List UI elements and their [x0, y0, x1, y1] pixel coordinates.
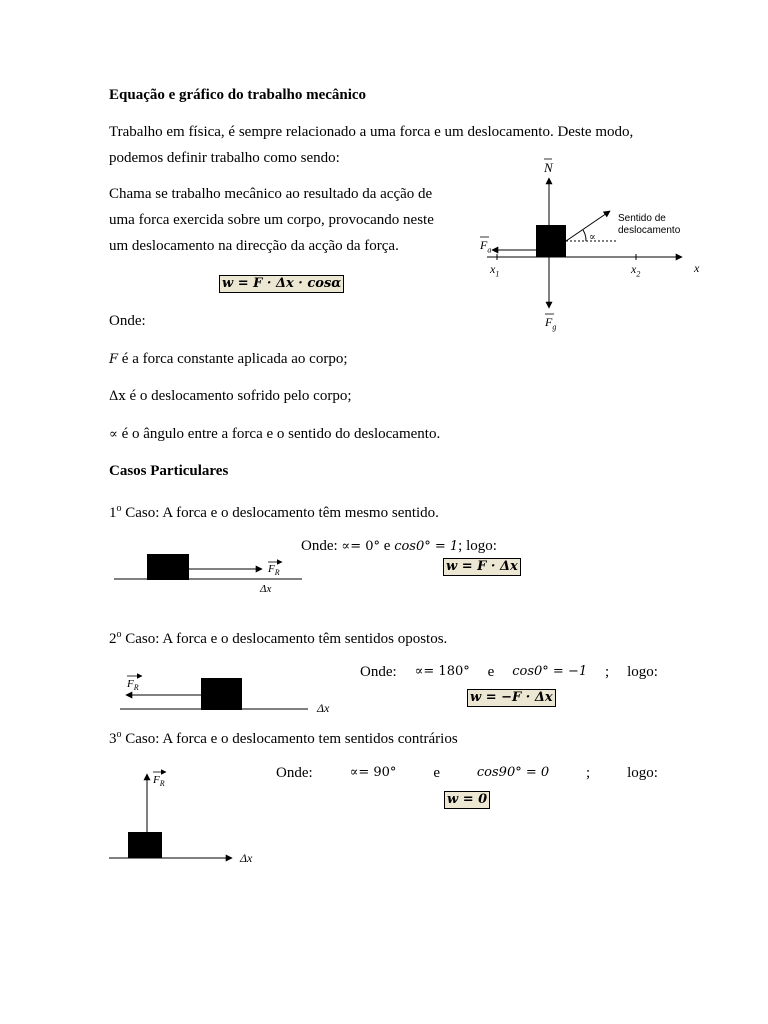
label-fg-main: F [545, 315, 553, 329]
label-x1-sub: 1 [495, 269, 500, 279]
label-x-axis: x [694, 261, 700, 275]
case-2-cond-1: ∝= 180° [414, 664, 470, 679]
def-displacement-text: é o deslocamento sofrido pelo corpo; [125, 388, 352, 404]
case-1-sup: o [116, 503, 122, 514]
case-3-dx-label: Δx [240, 851, 253, 865]
case-3-semicolon: ; [586, 765, 591, 781]
case-2-fr-sub: R [133, 683, 139, 693]
case-1-dx-label: Δx [260, 583, 272, 595]
definition-line-2: uma forca exercida sobre um corpo, provocando neste [109, 212, 434, 228]
case-2-semicolon: ; [605, 664, 610, 680]
case-2-number: 2 [109, 631, 117, 647]
case-1-text: Caso: A forca e o deslocamento têm mesmo sentido. [121, 505, 439, 521]
symbol-f: F [109, 352, 119, 367]
label-x2-sub: 2 [636, 269, 641, 279]
label-x2-main: x [631, 262, 637, 276]
label-fa-main: F [480, 238, 488, 252]
case-2-dx-label: Δx [317, 701, 330, 715]
case-3-block [128, 832, 162, 858]
case-1-e: e [380, 538, 395, 554]
case-3-sup: o [116, 729, 122, 740]
label-fa-sub: a [487, 245, 492, 255]
case-3-formula: w = 0 [444, 791, 490, 809]
case-1-cond-1: ∝= 0° [341, 539, 381, 554]
intro-line-1: Trabalho em física, é sempre relacionado a uma forca e um deslocamento. Deste modo, [109, 124, 634, 140]
case-2-logo: logo: [627, 664, 658, 680]
case-1-logo: ; logo: [458, 538, 497, 554]
intro-line-2: podemos definir trabalho como sendo: [109, 150, 340, 166]
case-2-onde: Onde: [360, 664, 397, 680]
case-3-logo: logo: [627, 765, 658, 781]
page-title: Equação e gráfico do trabalho mecânico [109, 87, 367, 103]
case-1-onde: Onde: [301, 538, 342, 554]
symbol-alpha: ∝ [109, 427, 118, 442]
case-1-fr-sub: R [274, 568, 280, 578]
def-force-text: é a forca constante aplicada ao corpo; [118, 351, 348, 367]
case-3-number: 3 [109, 731, 117, 747]
label-fg-sub: g [552, 322, 557, 332]
label-alpha: ∝ [589, 232, 596, 243]
case-1-fr-main: F [268, 563, 275, 575]
case-3-e: e [433, 765, 440, 781]
case-2-formula: w = −F · Δx [467, 689, 556, 707]
case-3-text: Caso: A forca e o deslocamento tem sentidos contrários [121, 731, 458, 747]
definition-line-1: Chama se trabalho mecânico ao resultado da acção de [109, 186, 433, 202]
case-2-sup: o [116, 629, 122, 640]
label-n: N [544, 160, 553, 175]
case-3-onde: Onde: [276, 765, 313, 781]
definition-line-3: um deslocamento na direcção da acção da força. [109, 238, 399, 254]
case-3-condition [276, 764, 658, 782]
case-2-fr-main: F [127, 678, 134, 690]
case-3-cond-1: ∝= 90° [349, 765, 397, 780]
case-1-formula: w = F · Δx [443, 558, 521, 576]
label-sentido-2: deslocamento [618, 225, 681, 236]
case-3-fr-main: F [153, 774, 160, 786]
case-2-text: Caso: A forca e o deslocamento têm sentidos opostos. [121, 631, 448, 647]
casos-title: Casos Particulares [109, 463, 229, 479]
case-3-cond-2: cos90° = 0 [476, 765, 550, 780]
def-angle-text: é o ângulo entre a forca e o sentido do deslocamento. [117, 426, 441, 442]
case-2-e: e [487, 664, 495, 680]
case-3-fr-label [153, 774, 165, 790]
label-sentido-1: Sentido de [618, 213, 666, 224]
main-formula: w = F · Δx · cosα [219, 275, 344, 293]
case-1-cond-2: cos0° = 1 [394, 539, 459, 554]
case-1-number: 1 [109, 505, 117, 521]
symbol-dx: Δx [109, 389, 126, 404]
label-x1-main: x [490, 262, 496, 276]
case-3-fr-sub: R [159, 779, 165, 789]
onde-label: Onde: [109, 313, 146, 329]
case-2-cond-2: cos0° = −1 [512, 664, 588, 679]
